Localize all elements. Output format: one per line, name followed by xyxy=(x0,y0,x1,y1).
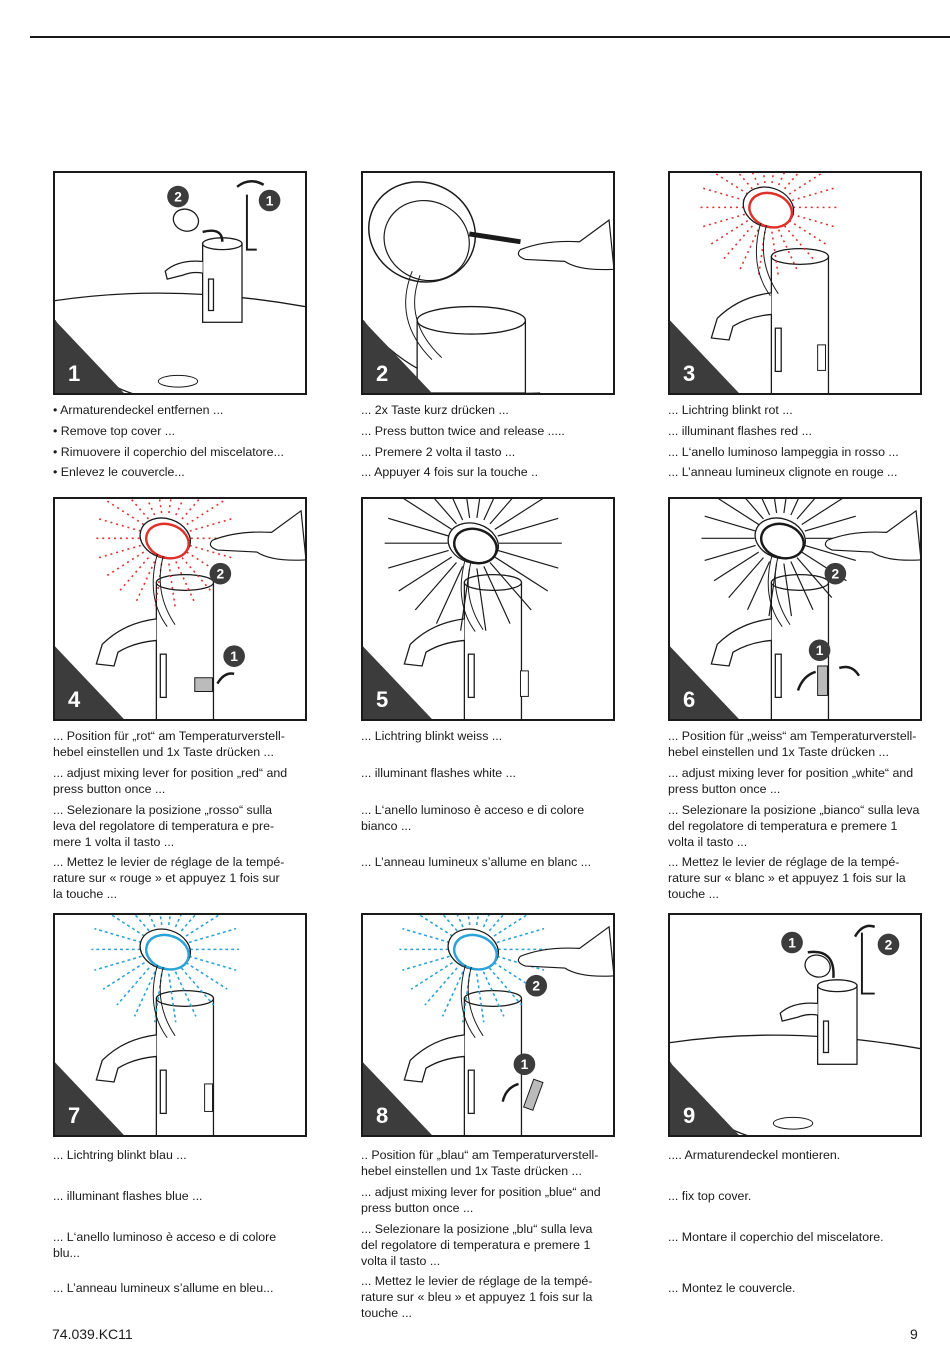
rotation-arrow-icon xyxy=(237,181,264,186)
caption-line: ... L’anneau lumineux s’allume en blanc ... xyxy=(361,855,592,869)
step-number: 1 xyxy=(68,361,81,386)
callout-1-badge xyxy=(781,932,803,954)
step-9-illustration xyxy=(668,913,922,1137)
faucet-illustration xyxy=(417,307,525,393)
svg-text:2: 2 xyxy=(532,978,541,994)
caption-line: ... Selezionare la posizione „blu“ sulla leva del regolatore di temperatura e premere 1 volta il tasto ... xyxy=(361,1222,593,1268)
svg-text:1: 1 xyxy=(520,1057,529,1073)
caption-line: ... Mettez le levier de réglage de la tempé- rature sur « blanc » et appuyez 1 fois sur la touche ... xyxy=(668,855,906,901)
step-number-corner xyxy=(55,320,124,393)
step-3-illustration xyxy=(668,171,922,395)
caption-line: ... Mettez le levier de réglage de la tempé- rature sur « bleu » et appuyez 1 fois sur la touche ... xyxy=(361,1274,593,1320)
step-7-illustration xyxy=(53,913,307,1137)
caption-line: ... adjust mixing lever for position „blue“ and press button once ... xyxy=(361,1185,601,1215)
caption-line: ... Position für „rot“ am Temperaturverstell- hebel einstellen und 1x Taste drücken ... xyxy=(53,729,285,759)
caption-line: ... 2x Taste kurz drücken ... xyxy=(361,403,509,417)
caption-line: ... Lichtring blinkt weiss ... xyxy=(361,729,503,743)
step-4-illustration xyxy=(53,497,307,721)
caption-line: ... L’anneau lumineux s’allume en bleu... xyxy=(53,1281,274,1295)
step-number: 8 xyxy=(376,1103,389,1128)
callout-1-badge xyxy=(514,1053,536,1075)
callout-1-badge xyxy=(809,639,831,661)
button-press-hand-icon xyxy=(518,220,613,269)
caption-line: ... Mettez le levier de réglage de la tempé- rature sur « rouge » et appuyez 1 fois sur la touche ... xyxy=(53,855,285,901)
caption-line: • Rimuovere il coperchio del miscelatore... xyxy=(53,445,284,459)
callout-1-badge xyxy=(259,190,281,212)
caption-line: ... L’anneau lumineux clignote en rouge ... xyxy=(668,465,898,479)
caption-line: ... fix top cover. xyxy=(668,1189,752,1203)
svg-text:2: 2 xyxy=(884,937,893,953)
faucet-illustration xyxy=(780,980,857,1064)
temperature-lever xyxy=(520,671,528,697)
faucet-illustration xyxy=(404,575,521,719)
callout-2-badge xyxy=(167,186,189,208)
step-6-illustration xyxy=(668,497,922,721)
caption-line: ... adjust mixing lever for position „white“ and press button once ... xyxy=(668,766,914,796)
step-number-corner xyxy=(670,1062,739,1135)
svg-text:1: 1 xyxy=(788,935,796,951)
button-press-hand-icon xyxy=(825,511,920,560)
step-number: 3 xyxy=(683,361,696,386)
caption-line: ... Appuyer 4 fois sur la touche .. xyxy=(361,465,539,479)
step-number: 7 xyxy=(68,1103,81,1128)
faucet-illustration xyxy=(711,249,828,393)
step-8-illustration xyxy=(361,913,615,1137)
step-5-illustration xyxy=(361,497,615,721)
caption-line: ... illuminant flashes red ... xyxy=(668,424,812,438)
document-code: 74.039.KC11 xyxy=(52,1326,133,1342)
caption-line: ... Press button twice and release ..... xyxy=(361,424,565,438)
press-arrow-icon xyxy=(469,234,520,242)
step-2-illustration xyxy=(361,171,615,395)
caption-line: • Remove top cover ... xyxy=(53,424,176,438)
caption-line: ... Montez le couvercle. xyxy=(668,1281,796,1295)
temperature-lever xyxy=(205,1084,213,1112)
caption-line: ... Premere 2 volta il tasto ... xyxy=(361,445,516,459)
step-1-illustration xyxy=(53,171,307,395)
button-press-hand-icon xyxy=(210,511,305,560)
rotation-arrow-icon xyxy=(217,674,234,684)
faucet-illustration xyxy=(165,238,242,322)
temperature-lever xyxy=(524,1079,543,1110)
svg-text:1: 1 xyxy=(230,649,238,665)
caption-line: ... Position für „weiss“ am Temperaturverstell- hebel einstellen und 1x Taste drücken ... xyxy=(668,729,917,759)
button-press-hand-icon xyxy=(518,927,613,976)
caption-line: ... illuminant flashes blue ... xyxy=(53,1189,203,1203)
caption-line: ... Lichtring blinkt rot ... xyxy=(668,403,793,417)
rotation-arrow-icon xyxy=(839,667,859,676)
caption-line: ... L‘anello luminoso è acceso e di colore bianco ... xyxy=(361,803,585,833)
caption-line: ... adjust mixing lever for position „red“ and press button once ... xyxy=(53,766,288,796)
svg-text:1: 1 xyxy=(265,193,274,209)
caption-line: .... Armaturendeckel montieren. xyxy=(668,1148,841,1162)
caption-line: • Armaturendeckel entfernen ... xyxy=(53,403,224,417)
caption-line: .. Position für „blau“ am Temperaturverstell- hebel einstellen und 1x Taste drücken ... xyxy=(361,1148,599,1178)
temperature-lever xyxy=(818,345,826,371)
step-number: 4 xyxy=(68,687,81,712)
callout-2-badge xyxy=(210,563,232,585)
step-number: 5 xyxy=(376,687,389,712)
step-number: 6 xyxy=(683,687,696,712)
callout-2-badge xyxy=(878,934,900,956)
svg-text:1: 1 xyxy=(815,643,824,659)
caption-line: • Enlevez le couvercle... xyxy=(53,465,185,479)
step-number: 9 xyxy=(683,1103,696,1128)
caption-line: ... L‘anello luminoso lampeggia in rosso ... xyxy=(668,445,899,459)
faucet-illustration xyxy=(96,575,213,719)
header-rule xyxy=(30,36,950,38)
callout-1-badge xyxy=(223,645,245,667)
caption-line: ... illuminant flashes white ... xyxy=(361,766,516,780)
svg-text:2: 2 xyxy=(174,189,182,205)
step-number: 2 xyxy=(376,361,389,386)
temperature-lever xyxy=(818,666,828,695)
caption-line: ... Lichtring blinkt blau ... xyxy=(53,1148,187,1162)
temperature-lever xyxy=(195,678,213,692)
svg-text:2: 2 xyxy=(216,566,225,582)
caption-line: ... L‘anello luminoso è acceso e di colore blu... xyxy=(53,1230,277,1260)
caption-line: ... Selezionare la posizione „rosso“ sulla leva del regolatore di temperatura e pre- mere 1 volta il tasto ... xyxy=(53,803,275,849)
rotation-arrow-icon xyxy=(855,926,875,937)
page-number: 9 xyxy=(910,1326,918,1342)
callout-2-badge xyxy=(825,563,847,585)
caption-line: ... Selezionare la posizione „bianco“ sulla leva del regolatore di temperatura e premere 1 volta il tasto ... xyxy=(668,803,920,849)
callout-2-badge xyxy=(525,975,547,997)
svg-text:2: 2 xyxy=(831,566,840,582)
caption-line: ... Montare il coperchio del miscelatore. xyxy=(668,1230,884,1244)
